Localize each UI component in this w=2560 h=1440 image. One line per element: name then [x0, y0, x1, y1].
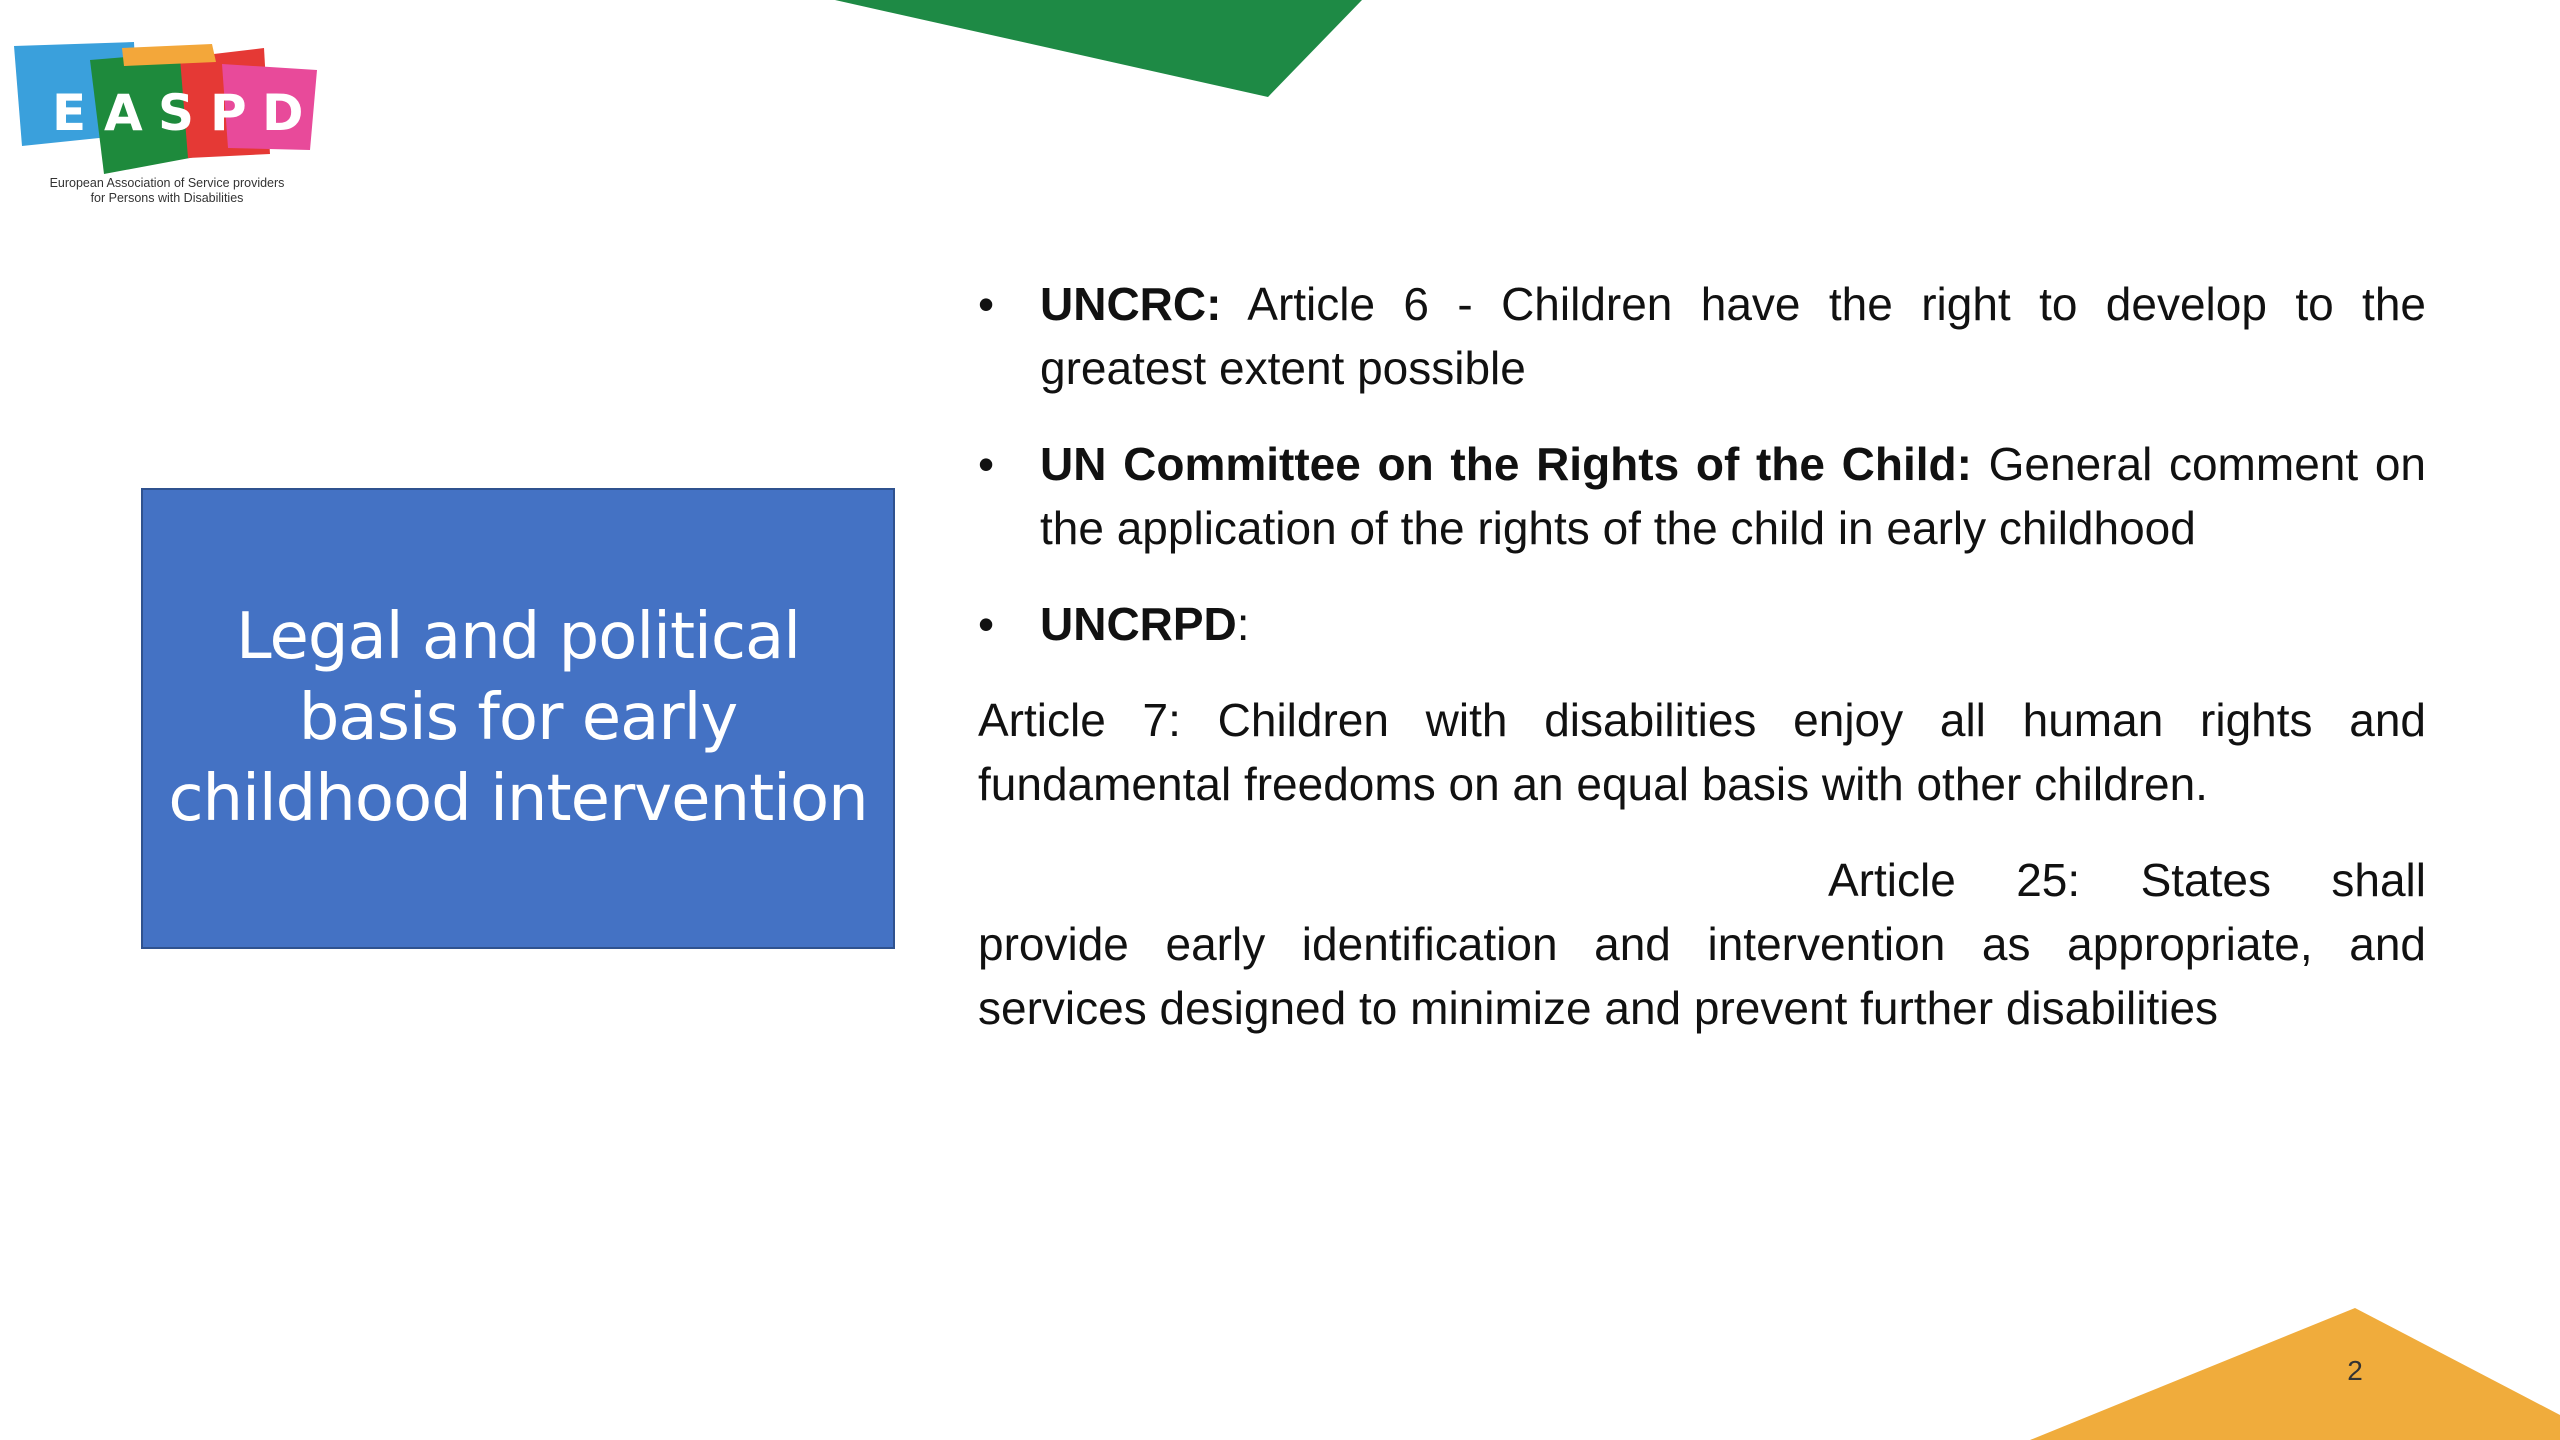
logo-letter-p: P	[210, 84, 247, 142]
article-25-paragraph: Article 25: States shall provide early identification and intervention as appropriate, and services designed to minimize and prevent further disabilities	[978, 854, 2426, 1034]
logo-letter-a: A	[104, 84, 143, 142]
bullet-un-committee	[978, 432, 2426, 560]
bullet-glyph: •	[978, 438, 995, 490]
title-box	[141, 488, 895, 949]
page-number: 2	[2347, 1355, 2363, 1386]
article-7-paragraph: Article 7: Children with disabilities enjoy all human rights and fundamental freedoms on an equal basis with other children.	[978, 694, 2426, 810]
logo-letter-e: E	[52, 84, 87, 142]
bullet-glyph: •	[978, 598, 995, 650]
logo-letter-d: D	[262, 84, 304, 142]
logo-tagline	[12, 176, 322, 206]
bullet-uncrc	[978, 272, 2426, 400]
logo-tagline-line2: for Persons with Disabilities	[90, 191, 244, 205]
logo-tagline-line1: European Association of Service providers	[49, 176, 285, 190]
bullet-uncrpd	[978, 592, 2426, 656]
bullet-uncrc-label: UNCRC:	[1040, 278, 1222, 330]
bottom-orange-shape	[2030, 1308, 2560, 1440]
easpd-logo	[12, 42, 322, 217]
bullet-uncrpd-label: UNCRPD	[1040, 598, 1237, 650]
logo-letter-s: S	[158, 84, 195, 142]
slide-content	[978, 272, 2426, 1072]
bullet-un-committee-label: UN Committee on the Rights of the Child:	[1040, 438, 1972, 490]
bullet-uncrpd-text: :	[1236, 598, 1250, 650]
bullet-glyph: •	[978, 278, 995, 330]
bullet-un-committee-text: General comment on the application of the rights of the child in early childhood	[1040, 438, 2426, 554]
slide-title: Legal and political basis for early childhood intervention	[168, 600, 868, 836]
bullet-uncrc-text: Article 6 - Children have the right to develop to the greatest extent possible	[1040, 278, 2426, 394]
